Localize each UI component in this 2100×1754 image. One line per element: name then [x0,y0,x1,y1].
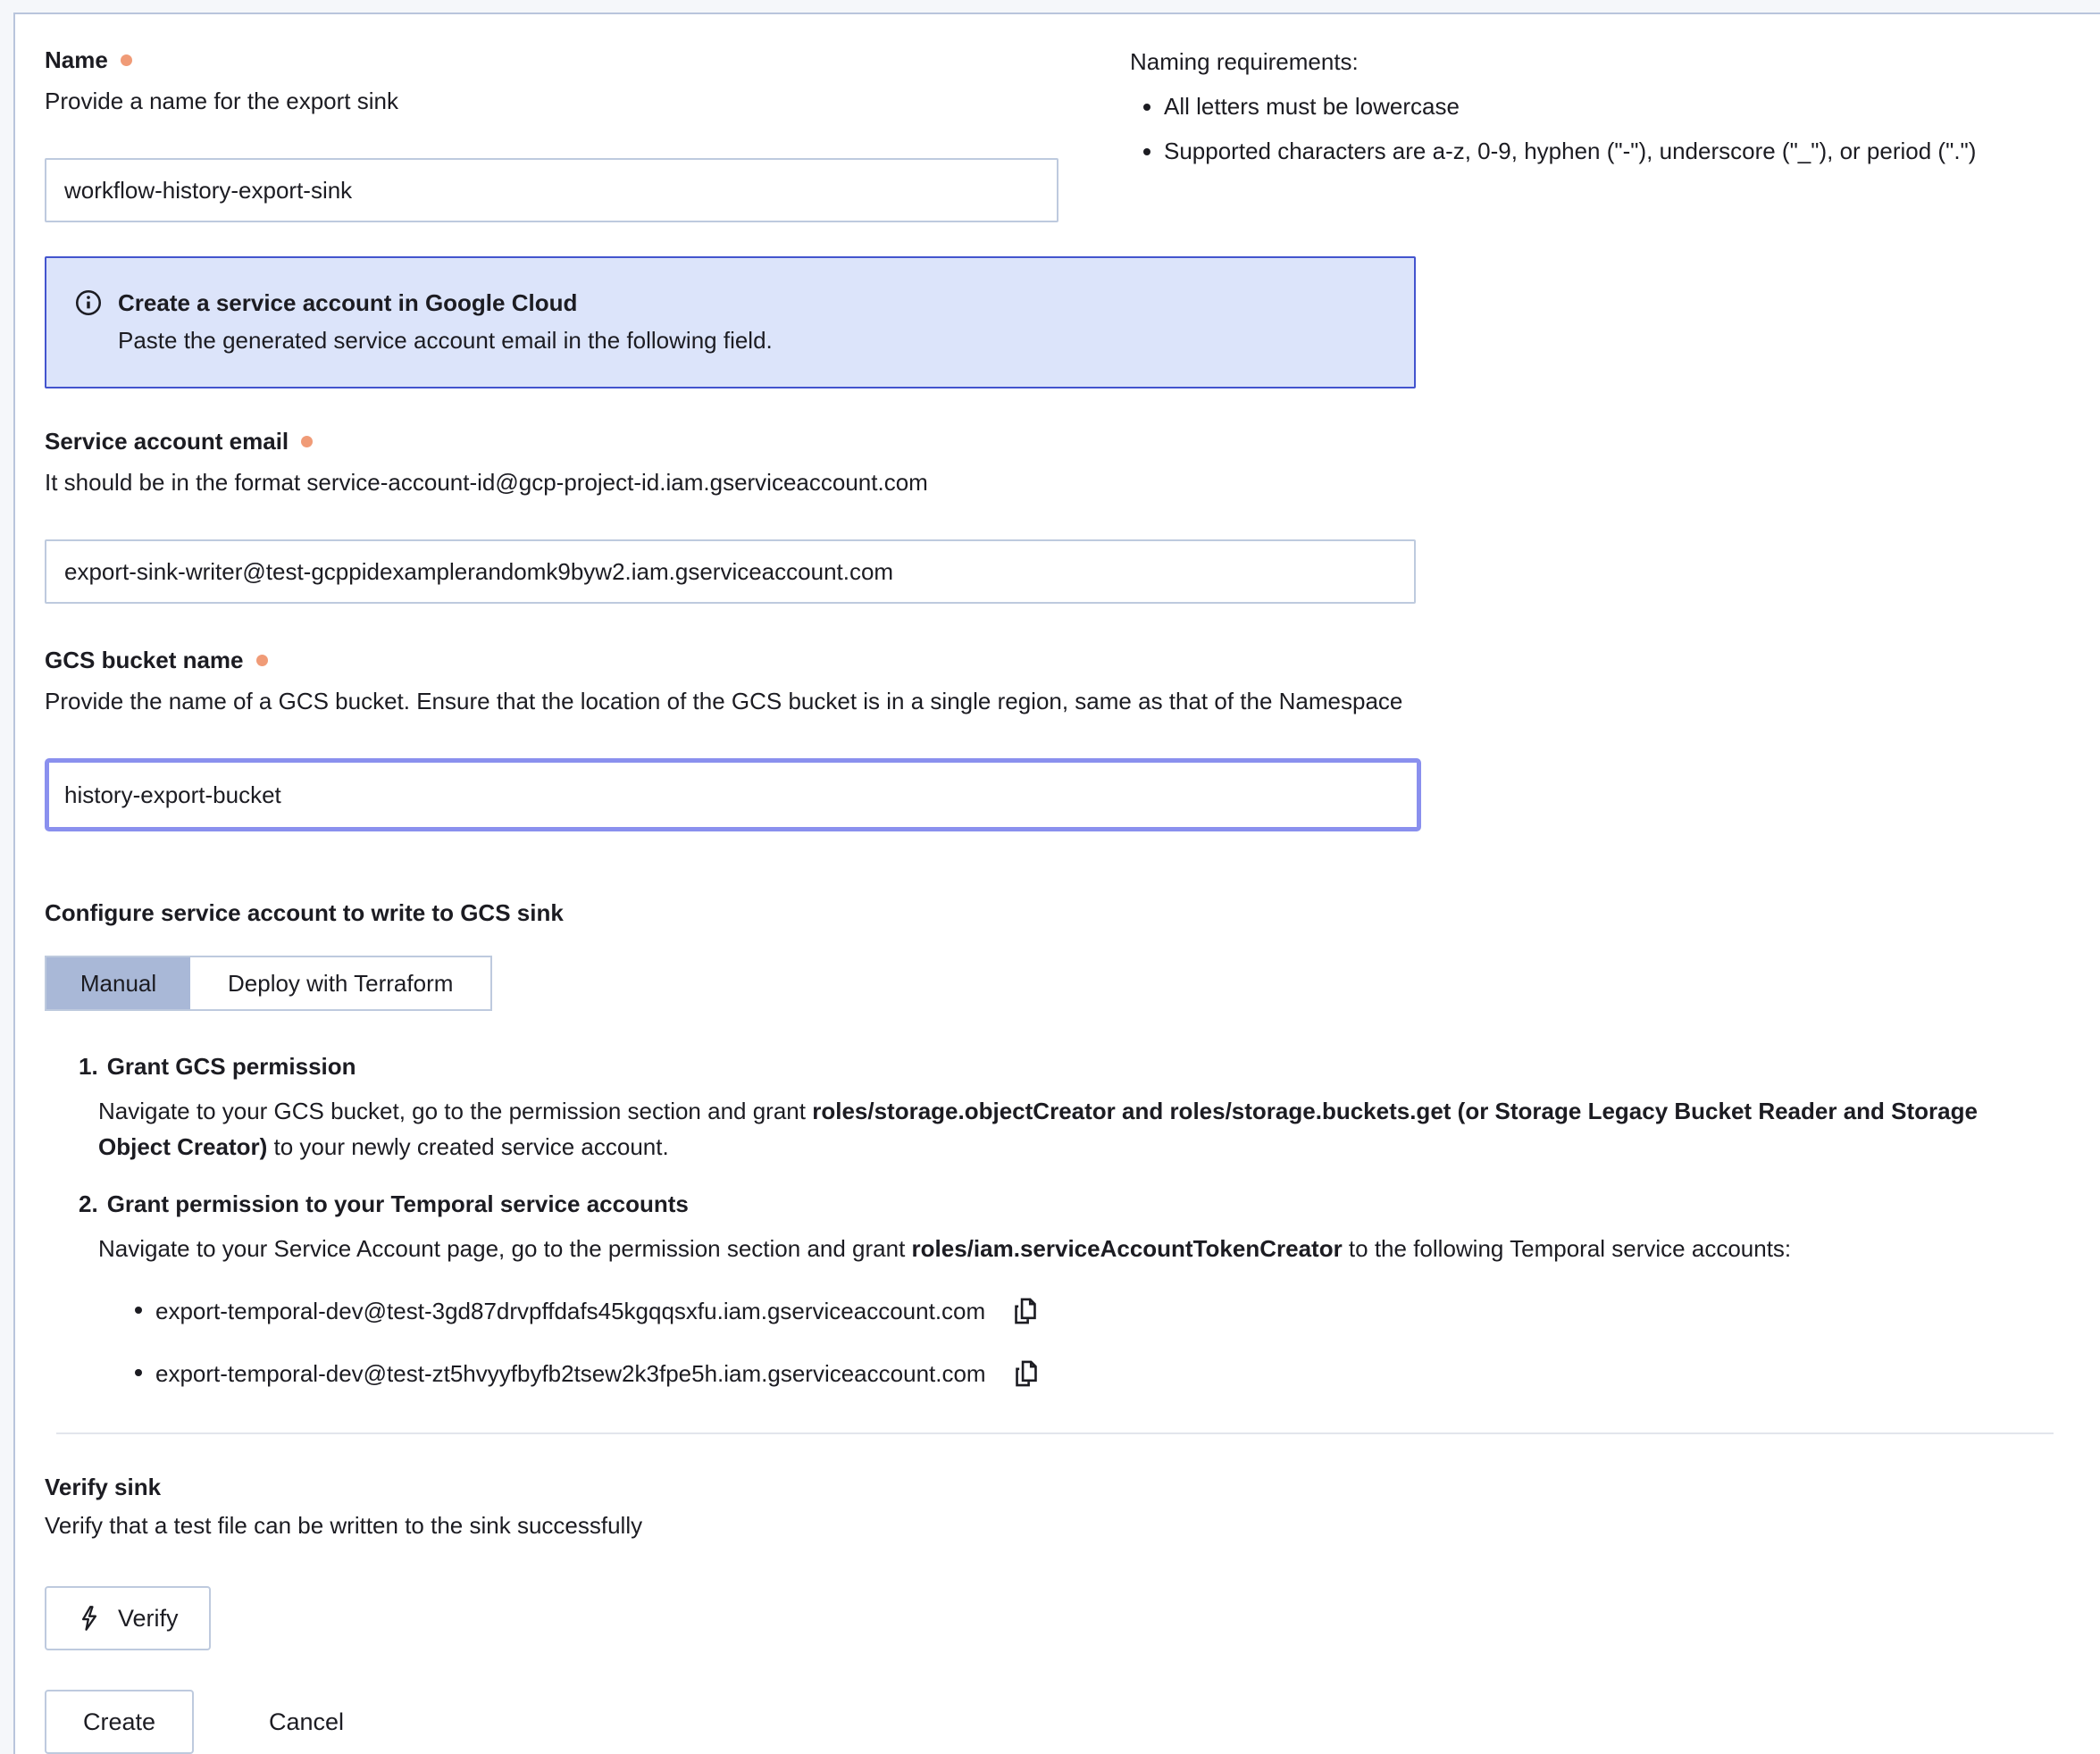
step-title: Grant GCS permission [106,1053,356,1080]
verify-button[interactable] [45,1586,211,1650]
step-text-bold: roles/storage.objectCreator and roles/storage.buckets.get (or Storage Legacy Bucket Reader and Storage Object Creator) [98,1098,1978,1160]
temporal-service-account-list [98,1291,2046,1391]
naming-requirements-list [1130,91,2064,166]
naming-requirements-title: Naming requirements: [1130,48,1359,75]
copy-icon [1012,1358,1041,1389]
tab-deploy-with-terraform[interactable]: Deploy with Terraform [190,957,490,1009]
form-actions [45,1690,2064,1754]
export-sink-form-panel [13,13,2100,1754]
service-account-field-group [45,428,2064,604]
step-grant-gcs-permission [79,1050,2064,1165]
list-item [155,1354,2046,1391]
lightning-icon [77,1605,102,1632]
service-account-email-input[interactable] [45,539,1416,604]
section-divider [56,1432,2054,1434]
info-banner-text [118,287,773,356]
step-text: to the following Temporal service accounts: [1342,1235,1792,1262]
step-header [79,1050,2064,1082]
tab-manual[interactable]: Manual [46,957,190,1009]
naming-requirement-item: • Supported characters are a-z, 0-9, hyphen ("-"), underscore ("_"), or period (".") [1164,136,2064,166]
step-grant-temporal-permission [79,1188,2064,1391]
step-number: 1. [79,1053,98,1080]
required-dot [121,54,132,66]
bucket-label-row [45,647,2064,674]
form-content [15,14,2100,1754]
info-icon [73,288,104,318]
step-body [98,1093,2046,1165]
gcs-bucket-name-input[interactable] [45,758,1421,831]
step-text-bold: roles/iam.serviceAccountTokenCreator [911,1235,1343,1262]
temporal-service-account-email: export-temporal-dev@test-3gd87drvpffdafs45kgqqsxfu.iam.gserviceaccount.com [155,1298,986,1325]
cancel-button[interactable]: Cancel [251,1708,362,1736]
step-number: 2. [79,1190,98,1217]
info-banner-title: Create a service account in Google Cloud [118,289,578,316]
step-text: Navigate to your GCS bucket, go to the permission section and grant [98,1098,813,1124]
naming-requirements-panel [1130,46,2064,180]
configure-tabs [45,956,492,1011]
copy-icon [1011,1296,1040,1326]
bucket-field-label: GCS bucket name [45,647,244,673]
step-body [98,1231,2046,1391]
step-text: Navigate to your Service Account page, go to the permission section and grant [98,1235,912,1262]
name-input[interactable] [45,158,1058,222]
manual-steps-list [79,1050,2064,1391]
bucket-field-description: Provide the name of a GCS bucket. Ensure that the location of the GCS bucket is in a single region, same as that of the Namespace [45,688,1403,714]
step-header [79,1188,2064,1220]
service-account-info-banner [45,256,1416,388]
verify-sink-title: Verify sink [45,1474,162,1501]
service-account-label-row [45,428,2064,455]
service-account-field-label: Service account email [45,428,289,455]
copy-email-button[interactable] [1012,1358,1041,1389]
required-dot [301,436,313,447]
temporal-service-account-email: export-temporal-dev@test-zt5hvyyfbyfb2tsew2k3fpe5h.iam.gserviceaccount.com [155,1360,986,1388]
bucket-field-group [45,647,2064,831]
name-field-group [45,46,1058,222]
step-text: to your newly created service account. [267,1133,669,1160]
service-account-field-description: It should be in the format service-account-id@gcp-project-id.iam.gserviceaccount.com [45,469,928,496]
create-button[interactable]: Create [45,1690,194,1754]
naming-requirement-item: • All letters must be lowercase [1164,91,2064,121]
name-field-label: Name [45,46,108,73]
name-label-row [45,46,1058,74]
verify-button-label: Verify [118,1604,179,1632]
info-banner-description: Paste the generated service account email in the following field. [118,327,773,354]
configure-section-title: Configure service account to write to GCS sink [45,899,564,926]
step-title: Grant permission to your Temporal service accounts [106,1190,689,1217]
list-item [155,1291,2046,1329]
name-and-requirements-row [45,46,2064,222]
name-field-description: Provide a name for the export sink [45,88,398,114]
required-dot [256,655,268,666]
copy-email-button[interactable] [1011,1296,1040,1326]
verify-sink-description: Verify that a test file can be written to the sink successfully [45,1512,643,1540]
